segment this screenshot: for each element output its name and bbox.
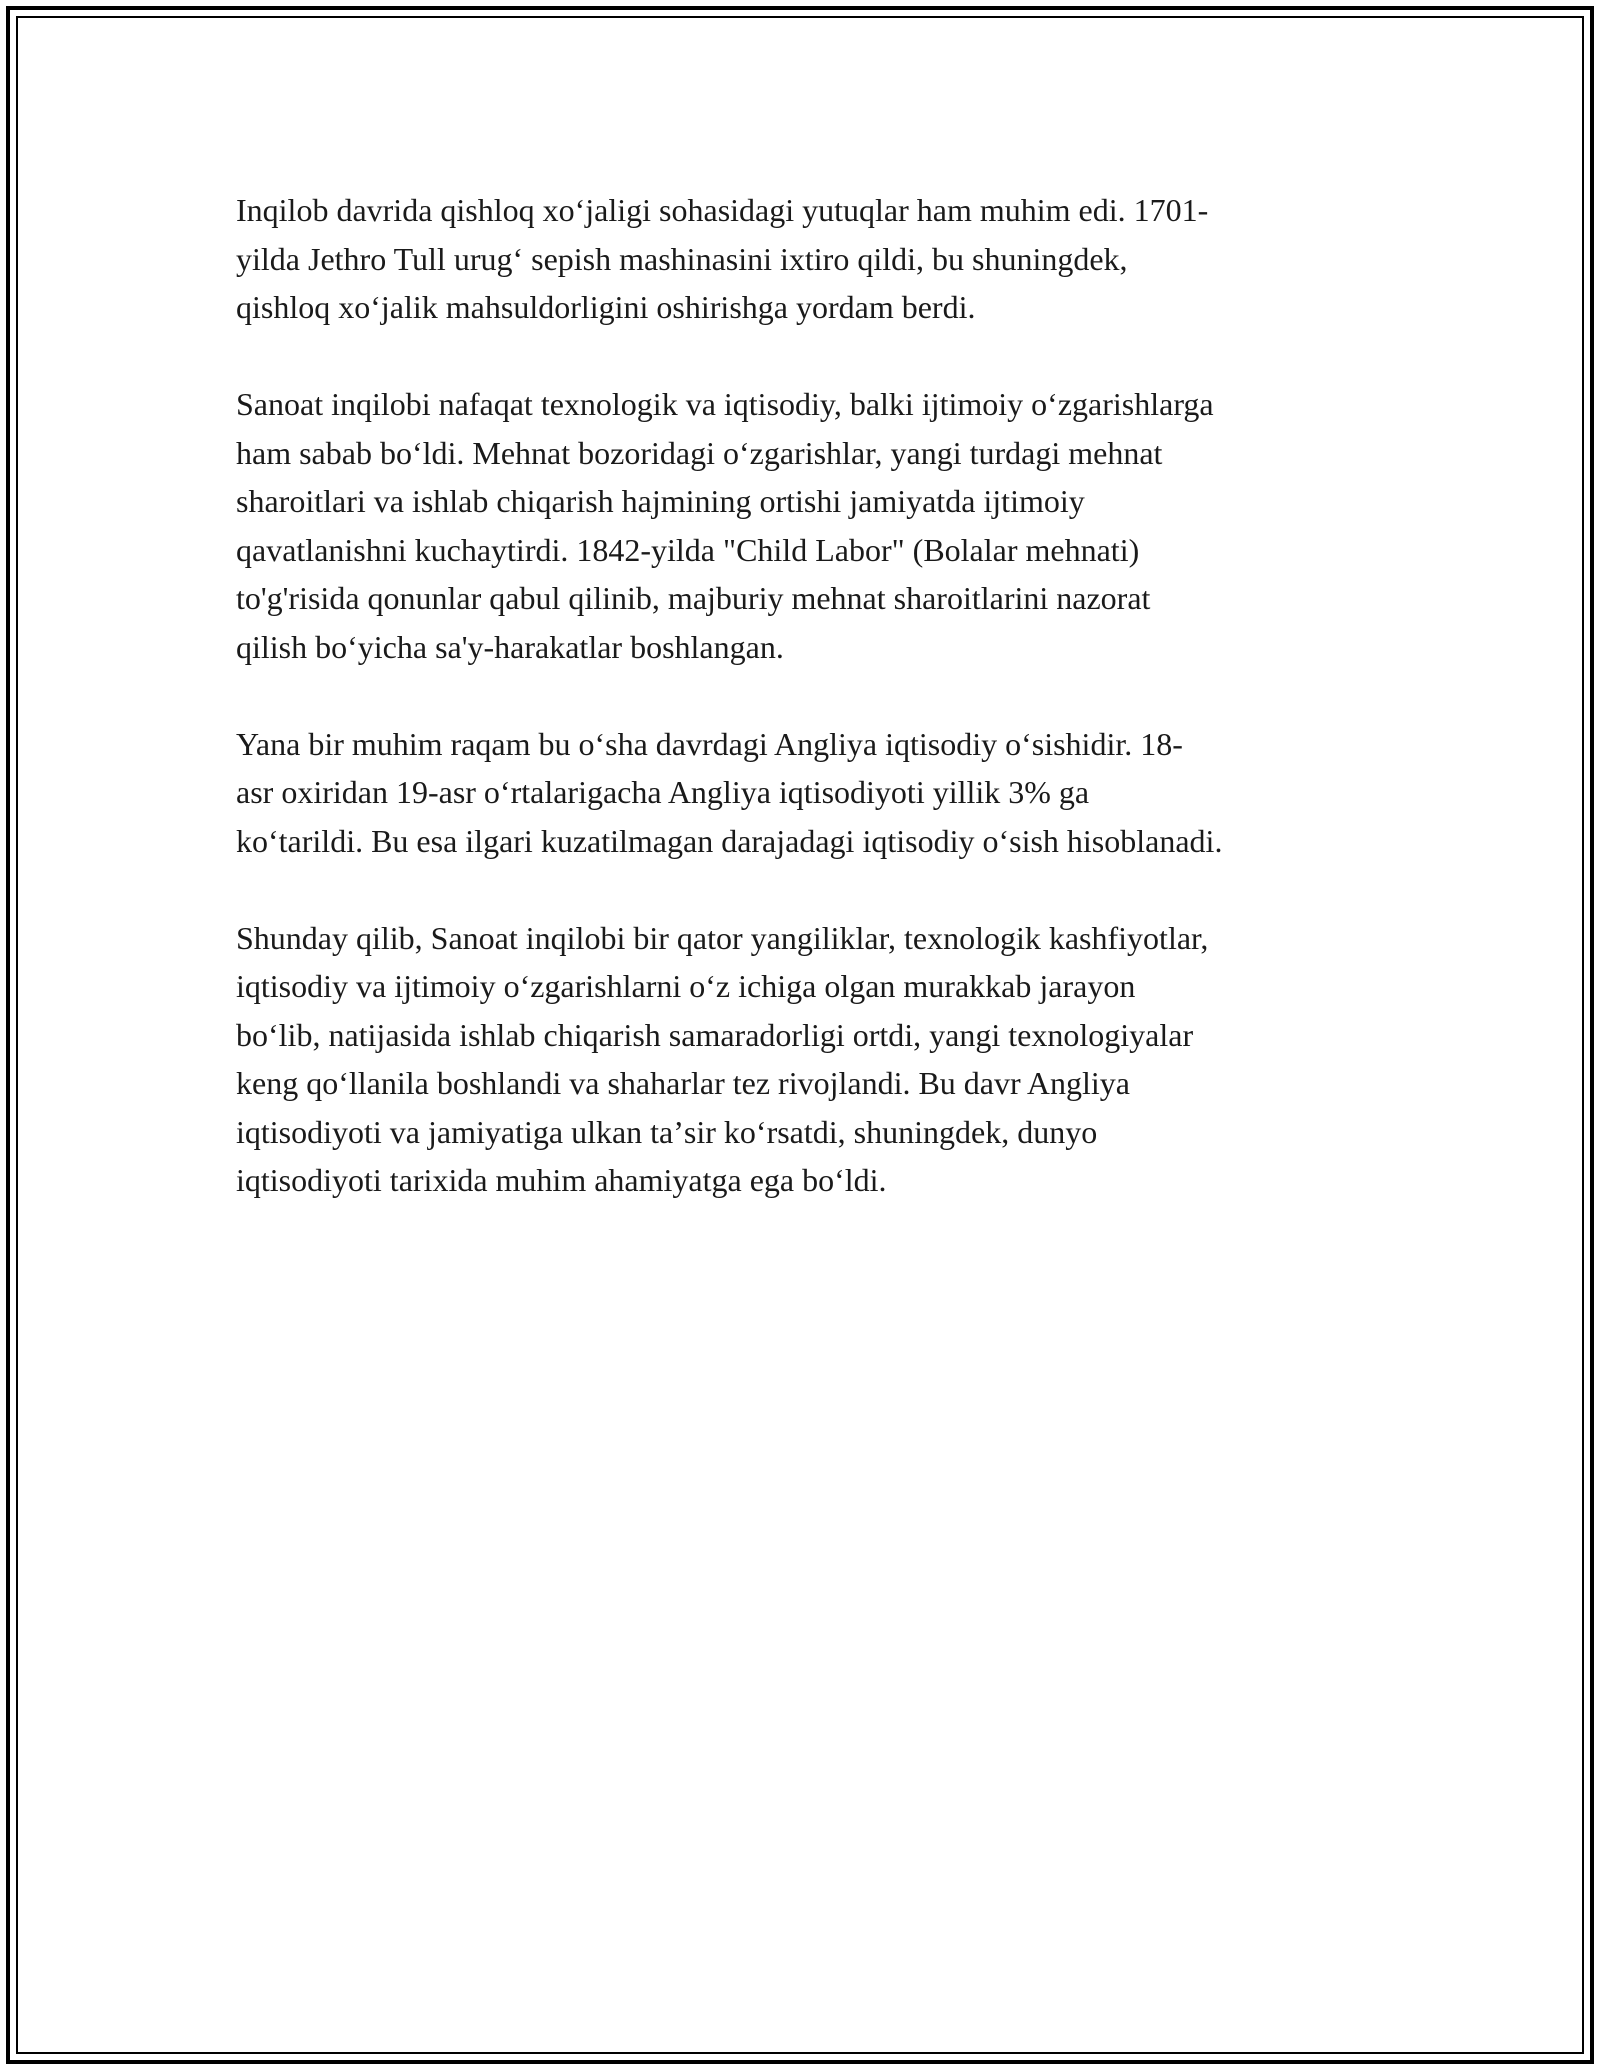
paragraph-agriculture: Inqilob davrida qishloq xoʻjaligi sohasidagi yutuqlar ham muhim edi. 1701- yilda Jethro Tull urugʻ sepish mashinasini ixtiro qildi, bu shuningdek, qishloq xoʻjalik mahsuldorligini oshirishga yordam berdi.: [236, 192, 1209, 325]
paragraph-social-changes: Sanoat inqilobi nafaqat texnologik va iqtisodiy, balki ijtimoiy oʻzgarishlarga ham sabab boʻldi. Mehnat bozoridagi oʻzgarishlar, yangi turdagi mehnat sharoitlari va ishlab chiqarish hajmining ortishi jamiyatda ijtimoiy qavatlanishni kuchaytirdi. 1842-yilda "Child Labor" (Bolalar mehnati) to'g'risida qonunlar qabul qilinib, majburiy mehnat sharoitlarini nazorat qilish boʻyicha sa'y-harakatlar boshlangan.: [236, 386, 1214, 665]
document-body: [236, 186, 1386, 1253]
paragraph-conclusion: Shunday qilib, Sanoat inqilobi bir qator yangiliklar, texnologik kashfiyotlar, iqtisodiy va ijtimoiy oʻzgarishlarni oʻz ichiga olgan murakkab jarayon boʻlib, natijasida ishlab chiqarish samaradorligi ortdi, yangi texnologiyalar keng qoʻllanila boshlandi va shaharlar tez rivojlandi. Bu davr Angliya iqtisodiyoti va jamiyatiga ulkan taʼsir koʻrsatdi, shuningdek, dunyo iqtisodiyoti tarixida muhim ahamiyatga ega boʻldi.: [236, 919, 1209, 1198]
paragraph-economic-growth: Yana bir muhim raqam bu oʻsha davrdagi Angliya iqtisodiy oʻsishidir. 18- asr oxiridan 19-asr oʻrtalarigacha Angliya iqtisodiyoti yillik 3% ga koʻtarildi. Bu esa ilgari kuzatilmagan darajadagi iqtisodiy oʻsish hisoblanadi.: [236, 725, 1223, 859]
